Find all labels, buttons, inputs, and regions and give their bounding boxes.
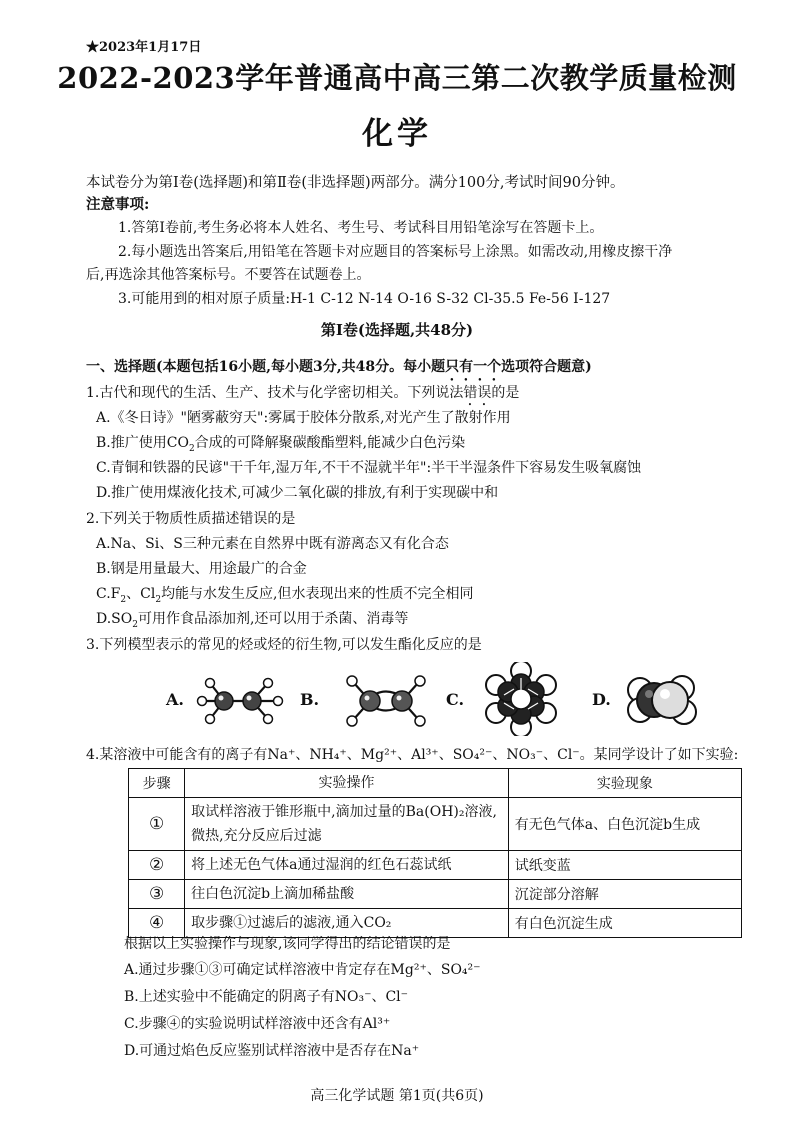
operation-cell: 取步骤①过滤后的滤液,通入CO₂ [185, 909, 509, 938]
space-filling-model-c [484, 662, 558, 736]
q4-option-c: C.步骤④的实验说明试样溶液中还含有Al³⁺ [124, 1016, 391, 1032]
header-phenomenon: 实验现象 [508, 769, 741, 798]
q4-stem: 4.某溶液中可能含有的离子有Na⁺、NH₄⁺、Mg²⁺、Al³⁺、SO₄²⁻、NO₃⁻、Cl⁻。某同学设计了如下实验: [86, 747, 739, 763]
q1-option-b: B.推广使用$CO_2$合成的可降解聚碳酸酯塑料,能减少白色污染 [96, 435, 466, 454]
section-title: 第Ⅰ卷(选择题,共48分) [320, 321, 474, 339]
q3-label-d: D. [592, 690, 611, 709]
step-cell: ② [129, 851, 185, 880]
q2-option-d: $D.SO_2$可用作食品添加剂,还可以用于杀菌、消毒等 [96, 611, 409, 630]
q1-stem: 1.古代和现代的生活、生产、技术与化学密切相关。下列说法错误的是 [86, 385, 520, 401]
q4-option-b: B.上述实验中不能确定的阴离子有NO₃⁻、Cl⁻ [124, 989, 409, 1005]
note-3: 3.可能用到的相对原子质量:H-1 C-12 N-14 O-16 S-32 Cl-35.5 Fe-56 I-127 [118, 291, 611, 307]
operation-cell: 将上述无色气体a通过湿润的红色石蕊试纸 [185, 851, 509, 880]
step-cell: ① [129, 798, 185, 851]
table-row [129, 798, 742, 851]
q1-option-a: A.《冬日诗》"陋雾蔽穷天":雾属于胶体分散系,对光产生了散射作用 [96, 410, 511, 426]
q1-option-d: D.推广使用煤液化技术,可减少二氧化碳的排放,有利于实现碳中和 [96, 485, 499, 501]
step-cell: ④ [129, 909, 185, 938]
notes-heading: 注意事项: [86, 196, 150, 213]
table-row [129, 880, 742, 909]
q3-label-c: C. [446, 690, 465, 709]
q1-option-c: C.青铜和铁器的民谚"干千年,湿万年,不干不湿就半年":半干半湿条件下容易发生吸氧腐蚀 [96, 460, 642, 476]
emphasis-text: 只有一个 [445, 359, 502, 375]
ball-and-stick-model-b [338, 668, 434, 734]
page-footer: 高三化学试题 第1页(共6页) [310, 1088, 484, 1104]
operation-cell: 取试样溶液于锥形瓶中,滴加过量的Ba(OH)₂溶液,微热,充分反应后过滤 [185, 798, 509, 851]
space-filling-model-d [622, 666, 700, 732]
header-operation: 实验操作 [185, 769, 509, 798]
experiment-table [128, 768, 742, 938]
q3-label-a: A. [166, 690, 184, 709]
q3-stem: 3.下列模型表示的常见的烃或烃的衍生物,可以发生酯化反应的是 [86, 637, 482, 653]
emphasis-text: 错误 [463, 385, 492, 401]
phenomenon-cell: 沉淀部分溶解 [508, 880, 741, 909]
operation-cell: 往白色沉淀b上滴加稀盐酸 [185, 880, 509, 909]
header-step: 步骤 [129, 769, 185, 798]
q2-option-c: $C.F_2$、$Cl_2$均能与水发生反应,但水表现出来的性质不完全相同 [96, 586, 474, 605]
exam-title: 2022-2023学年普通高中高三第二次教学质量检测 [57, 61, 737, 95]
note-2b: 后,再选涂其他答案标号。不要答在试题卷上。 [86, 267, 371, 283]
q4-option-a: A.通过步骤①③可确定试样溶液中肯定存在Mg²⁺、SO₄²⁻ [124, 962, 481, 978]
table-row [129, 851, 742, 880]
q4-option-d: D.可通过焰色反应鉴别试样溶液中是否存在Na⁺ [124, 1043, 420, 1059]
phenomenon-cell: 试纸变蓝 [508, 851, 741, 880]
section-instructions: 一、选择题(本题包括16小题,每小题3分,共48分。每小题只有一个选项符合题意) [86, 359, 592, 375]
ball-and-stick-model-a [196, 668, 286, 734]
exam-intro: 本试卷分为第Ⅰ卷(选择题)和第Ⅱ卷(非选择题)两部分。满分100分,考试时间90分钟。 [86, 175, 625, 191]
q4-conclusion-stem: 根据以上实验操作与现象,该同学得出的结论错误的是 [124, 936, 451, 952]
note-2a: 2.每小题选出答案后,用铅笔在答题卡对应题目的答案标号上涂黑。如需改动,用橡皮擦干净 [118, 244, 673, 260]
phenomenon-cell: 有白色沉淀生成 [508, 909, 741, 938]
q2-option-a: A.Na、Si、S三种元素在自然界中既有游离态又有化合态 [96, 536, 449, 552]
exam-date: ★2023年1月17日 [86, 40, 202, 55]
table-header-row [129, 769, 742, 798]
q2-stem: 2.下列关于物质性质描述错误的是 [86, 511, 296, 527]
phenomenon-cell: 有无色气体a、白色沉淀b生成 [508, 798, 741, 851]
step-cell: ③ [129, 880, 185, 909]
q2-option-b: B.钢是用量最大、用途最广的合金 [96, 561, 307, 577]
q3-label-b: B. [300, 690, 320, 709]
note-1: 1.答第Ⅰ卷前,考生务必将本人姓名、考生号、考试科目用铅笔涂写在答题卡上。 [118, 220, 604, 236]
exam-subject: 化学 [362, 116, 432, 152]
